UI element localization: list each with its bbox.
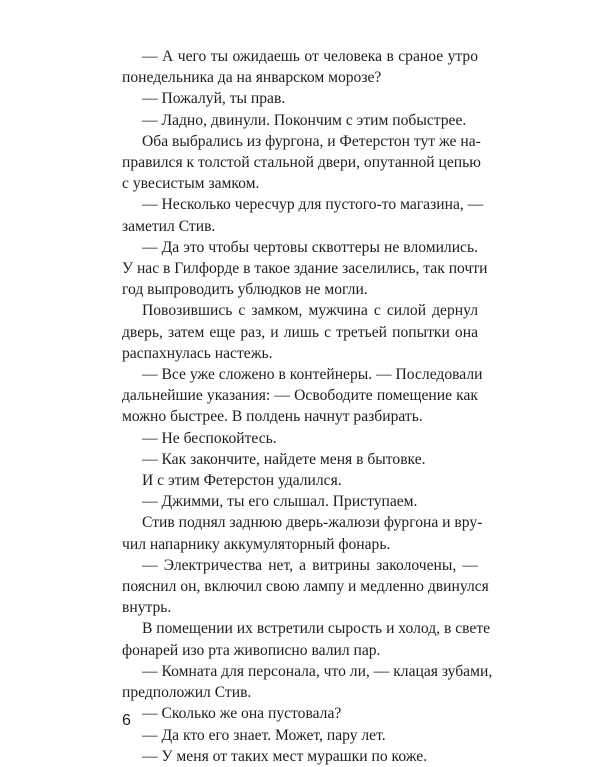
text-line: И с этим Фетерстон удалился.: [142, 472, 342, 490]
text-line: можно быстрее. В полдень начнут разбирать.: [122, 408, 423, 426]
page-number: 6: [122, 712, 131, 729]
paragraph: [122, 449, 478, 470]
text-line: предположил Стив.: [122, 684, 252, 702]
text-line: распахнулась настежь.: [122, 344, 273, 362]
paragraph: [122, 300, 478, 364]
paragraph: [122, 661, 493, 703]
text-line: Повозившись с замком, мужчина с силой дернул: [142, 302, 478, 320]
text-line: фонарей изо рта живописно валил пар.: [122, 641, 381, 659]
text-line: — Электричества нет, а витрины заколочены, —: [142, 556, 478, 574]
text-line: — Пожалуй, ты прав.: [142, 90, 286, 108]
paragraph: [122, 491, 478, 512]
paragraph: [122, 618, 491, 660]
text-line: с увесистым замком.: [122, 175, 260, 193]
text-line: — Не беспокойтесь.: [142, 429, 277, 447]
paragraph: [122, 364, 483, 428]
text-line: чил напарнику аккумуляторный фонарь.: [122, 535, 391, 553]
text-line: Стив поднял заднюю дверь-жалюзи фургона и вру-: [142, 514, 483, 532]
text-line: дверь, затем еще раз, и лишь с третьей попытки она: [122, 323, 478, 341]
text-line: — Да это чтобы чертовы сквоттеры не вломились.: [142, 238, 478, 256]
text-line: — Да кто его знает. Может, пару лет.: [142, 726, 386, 744]
paragraph: [122, 428, 478, 449]
text-line: пояснил он, включил свою лампу и медленно двинулся: [122, 578, 489, 596]
paragraph: [122, 237, 488, 301]
paragraph: [122, 512, 483, 554]
paragraph: [122, 194, 484, 236]
text-line: год выпроводить ублюдков не могли.: [122, 281, 368, 299]
paragraph: [122, 470, 478, 491]
text-line: — Комната для персонала, что ли, — клацая зубами,: [142, 662, 493, 680]
paragraph: [122, 555, 489, 619]
text-line: В помещении их встретили сырость и холод, в свете: [142, 620, 491, 638]
paragraph: [122, 725, 478, 746]
text-line: — Джимми, ты его слышал. Приступаем.: [142, 493, 418, 511]
text-line: — Все уже сложено в контейнеры. — Последовали: [142, 366, 483, 384]
body-text: [122, 46, 493, 767]
paragraph: [122, 746, 478, 767]
text-line: У нас в Гилфорде в такое здание заселились, так почти: [122, 260, 488, 278]
text-line: — А чего ты ожидаешь от человека в сраное утро: [142, 48, 478, 65]
paragraph: [122, 703, 478, 724]
text-line: — Ладно, двинули. Покончим с этим побыстрее.: [142, 111, 467, 129]
text-line: — Как закончите, найдете меня в бытовке.: [142, 450, 426, 468]
text-line: — У меня от таких мест мурашки по коже.: [142, 747, 428, 765]
paragraph: [122, 131, 481, 195]
text-line: внутрь.: [122, 599, 172, 617]
text-line: дальнейшие указания: — Освободите помещение как: [122, 387, 478, 405]
text-line: понедельника да на январском морозе?: [122, 69, 382, 87]
text-line: — Несколько чересчур для пустого-то магазина, —: [142, 196, 484, 214]
text-line: — Сколько же она пустовала?: [142, 705, 342, 723]
paragraph: [122, 88, 478, 109]
paragraph: [122, 46, 478, 88]
text-line: Оба выбрались из фургона, и Фетерстон тут же на-: [142, 132, 481, 150]
paragraph: [122, 110, 478, 131]
text-line: правился к толстой стальной двери, опутанной цепью: [122, 154, 481, 172]
text-line: заметил Стив.: [122, 217, 216, 235]
